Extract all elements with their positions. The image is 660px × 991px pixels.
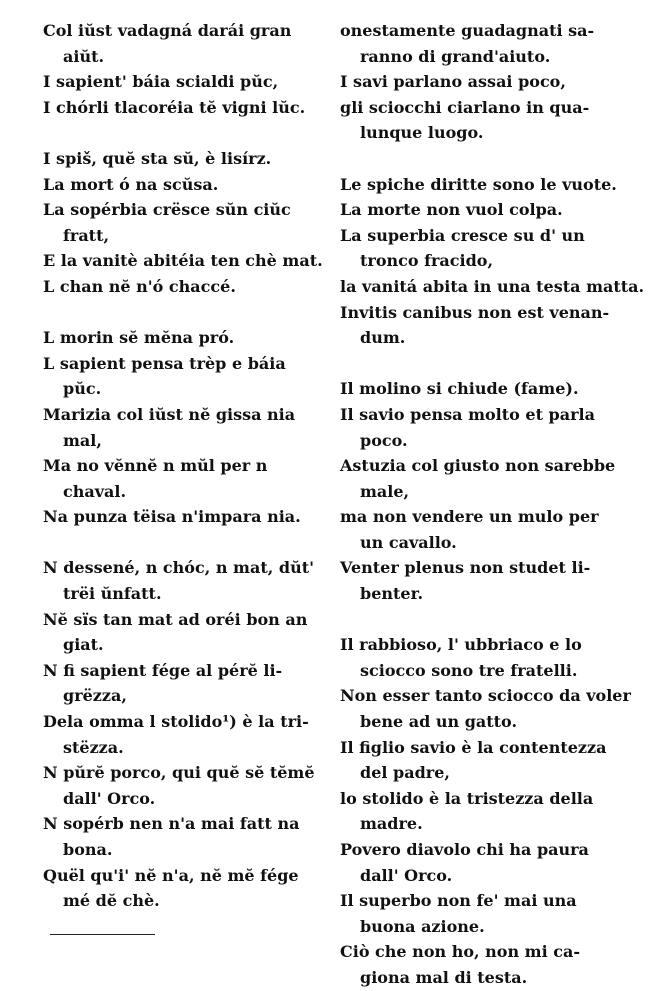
italian-translation-line: giona mal di testa. bbox=[360, 967, 528, 987]
ladin-proverb-line: N dessené, n chóc, n mat, dŭt' bbox=[43, 558, 314, 578]
ladin-proverb-line: Quël qu'i' nĕ n'a, nĕ mĕ fége bbox=[43, 865, 299, 885]
ladin-proverb-entry bbox=[43, 709, 323, 760]
italian-translation-entry bbox=[340, 888, 618, 939]
ladin-proverb-line: fratt, bbox=[63, 225, 110, 245]
ladin-proverb-line: L chan nĕ n'ó chaccé. bbox=[43, 276, 236, 296]
italian-translation-entry bbox=[340, 172, 618, 198]
ladin-proverb-entry bbox=[43, 555, 323, 606]
ladin-proverb-entry bbox=[43, 69, 323, 95]
ladin-proverb-entry bbox=[43, 402, 323, 453]
ladin-proverb-entry bbox=[43, 248, 323, 274]
italian-translation-line: gli sciocchi ciarlano in qua- bbox=[340, 97, 590, 117]
ladin-proverbs-column bbox=[43, 18, 323, 914]
ladin-proverb-line: L morin sĕ mĕna pró. bbox=[43, 328, 235, 348]
italian-translation-entry bbox=[340, 274, 645, 300]
italian-translation-line: lo stolido è la tristezza della bbox=[340, 788, 594, 808]
italian-translation-line: Le spiche diritte sono le vuote. bbox=[340, 174, 617, 194]
ladin-proverb-line: Dela omma l stolido¹) è la tri- bbox=[43, 712, 309, 732]
ladin-proverb-line: pŭc. bbox=[63, 379, 102, 399]
ladin-proverb-line: Na punza tëisa n'impara nia. bbox=[43, 507, 301, 527]
ladin-proverb-entry bbox=[43, 274, 323, 300]
italian-translation-line: Il molino si chiude (fame). bbox=[340, 379, 579, 399]
ladin-proverb-entry bbox=[43, 18, 323, 69]
ladin-proverb-entry bbox=[43, 658, 323, 709]
italian-translation-line: dum. bbox=[360, 328, 406, 348]
stanza-gap bbox=[340, 146, 618, 172]
italian-translation-entry bbox=[340, 223, 618, 274]
italian-translation-line: Non esser tanto sciocco da voler bbox=[340, 686, 631, 706]
italian-translation-entry bbox=[340, 300, 618, 351]
ladin-proverb-line: grëzza, bbox=[63, 686, 127, 706]
ladin-proverb-line: stëzza. bbox=[63, 737, 124, 757]
italian-translation-line: onestamente guadagnati sa- bbox=[340, 21, 595, 40]
italian-translation-line: I savi parlano assai poco, bbox=[340, 72, 566, 92]
italian-translation-line: poco. bbox=[360, 430, 408, 450]
stanza-gap bbox=[43, 120, 323, 146]
italian-translation-entry bbox=[340, 376, 618, 402]
ladin-proverb-line: La mort ó na scŭsa. bbox=[43, 174, 219, 194]
italian-translation-line: Il superbo non fe' mai una bbox=[340, 891, 577, 911]
italian-translation-entry bbox=[340, 402, 618, 453]
ladin-proverb-line: E la vanitè abitéia ten chè mat. bbox=[43, 251, 323, 271]
ladin-proverb-entry bbox=[43, 146, 323, 172]
ladin-proverb-line: chaval. bbox=[63, 481, 127, 501]
italian-translation-line: ranno di grand'aiuto. bbox=[360, 46, 551, 66]
ladin-proverb-line: Marizia col iŭst nĕ gissa nia bbox=[43, 404, 296, 424]
italian-translation-entry bbox=[340, 632, 618, 683]
ladin-proverb-line: aiŭt. bbox=[63, 46, 105, 66]
ladin-proverb-line: N fi sapient fége al pérĕ li- bbox=[43, 660, 283, 680]
ladin-proverb-entry bbox=[43, 197, 323, 248]
italian-translation-entry bbox=[340, 197, 618, 223]
ladin-proverb-line: La sopérbia crësce sŭn ciŭc bbox=[43, 200, 291, 220]
ladin-proverb-line: N sopérb nen n'a mai fatt na bbox=[43, 814, 300, 834]
ladin-proverb-line: mal, bbox=[63, 430, 102, 450]
ladin-proverb-line: bona. bbox=[63, 840, 113, 859]
italian-translation-entry bbox=[340, 786, 618, 837]
ladin-proverb-entry bbox=[43, 863, 323, 914]
stanza-gap bbox=[340, 607, 618, 633]
italian-translation-entry bbox=[340, 453, 618, 504]
italian-translation-line: Il rabbioso, l' ubbriaco e lo bbox=[340, 635, 582, 655]
ladin-proverb-entry bbox=[43, 172, 323, 198]
ladin-proverb-line: trëi ŭnfatt. bbox=[63, 584, 162, 604]
italian-translation-entry bbox=[340, 735, 618, 786]
italian-translation-entry bbox=[340, 18, 618, 69]
italian-translation-entry bbox=[340, 555, 618, 606]
ladin-proverb-entry bbox=[43, 504, 323, 530]
ladin-proverb-entry bbox=[43, 325, 323, 351]
ladin-proverb-line: Nĕ sïs tan mat ad oréi bon an bbox=[43, 609, 308, 629]
ladin-proverb-line: giat. bbox=[63, 635, 104, 655]
italian-translation-entry bbox=[340, 504, 618, 555]
ladin-proverb-entry bbox=[43, 760, 323, 811]
ladin-proverb-entry bbox=[43, 607, 323, 658]
ladin-proverb-entry bbox=[43, 95, 323, 121]
italian-translation-entry bbox=[340, 69, 618, 95]
italian-translation-line: Astuzia col giusto non sarebbe bbox=[340, 456, 616, 476]
italian-translation-line: Ciò che non ho, non mi ca- bbox=[340, 942, 580, 962]
ladin-proverb-entry bbox=[43, 811, 323, 862]
italian-translation-line: del padre, bbox=[360, 763, 450, 783]
italian-translation-line: Il figlio savio è la contentezza bbox=[340, 737, 607, 757]
italian-translation-line: Invitis canibus non est venan- bbox=[340, 302, 610, 322]
italian-translation-column bbox=[340, 18, 645, 991]
ladin-proverb-line: I chórli tlacoréia tĕ vigni lŭc. bbox=[43, 97, 306, 117]
ladin-proverb-line: dall' Orco. bbox=[63, 788, 156, 808]
italian-translation-line: un cavallo. bbox=[360, 532, 457, 552]
italian-translation-line: buona azione. bbox=[360, 916, 485, 936]
ladin-proverb-line: Ma no vĕnnĕ n mŭl per n bbox=[43, 456, 268, 476]
italian-translation-line: dall' Orco. bbox=[360, 865, 453, 885]
stanza-gap bbox=[43, 530, 323, 556]
italian-translation-line: lunque luogo. bbox=[360, 123, 484, 143]
italian-translation-line: La morte non vuol colpa. bbox=[340, 200, 563, 220]
ladin-proverb-line: L sapient pensa trèp e báia bbox=[43, 353, 286, 373]
ladin-proverb-entry bbox=[43, 453, 323, 504]
italian-translation-line: La superbia cresce su d' un bbox=[340, 225, 585, 245]
stanza-gap bbox=[43, 300, 323, 326]
italian-translation-line: Venter plenus non studet li- bbox=[340, 558, 591, 578]
italian-translation-line: Povero diavolo chi ha paura bbox=[340, 840, 589, 859]
italian-translation-line: sciocco sono tre fratelli. bbox=[360, 660, 578, 680]
footnote-rule bbox=[50, 934, 155, 935]
italian-translation-line: la vanitá abita in una testa matta. bbox=[340, 276, 645, 296]
ladin-proverb-line: I sapient' báia scialdi pŭc, bbox=[43, 72, 279, 92]
stanza-gap bbox=[340, 351, 618, 377]
ladin-proverb-line: I spiš, quĕ sta sŭ, è lisírz. bbox=[43, 148, 272, 168]
italian-translation-entry bbox=[340, 939, 618, 990]
italian-translation-line: ma non vendere un mulo per bbox=[340, 507, 599, 527]
ladin-proverb-line: mé dĕ chè. bbox=[63, 891, 160, 911]
italian-translation-line: benter. bbox=[360, 584, 424, 604]
italian-translation-entry bbox=[340, 683, 631, 734]
italian-translation-line: male, bbox=[360, 481, 410, 501]
italian-translation-entry bbox=[340, 95, 618, 146]
ladin-proverb-line: N pŭrĕ porco, qui quĕ sĕ tĕmĕ bbox=[43, 763, 315, 783]
italian-translation-line: madre. bbox=[360, 814, 423, 834]
italian-translation-entry bbox=[340, 837, 618, 888]
ladin-proverb-entry bbox=[43, 351, 323, 402]
italian-translation-line: bene ad un gatto. bbox=[360, 712, 518, 732]
italian-translation-line: tronco fracido, bbox=[360, 251, 494, 271]
ladin-proverb-line: Col iŭst vadagná darái gran bbox=[43, 21, 292, 40]
italian-translation-line: Il savio pensa molto et parla bbox=[340, 404, 595, 424]
